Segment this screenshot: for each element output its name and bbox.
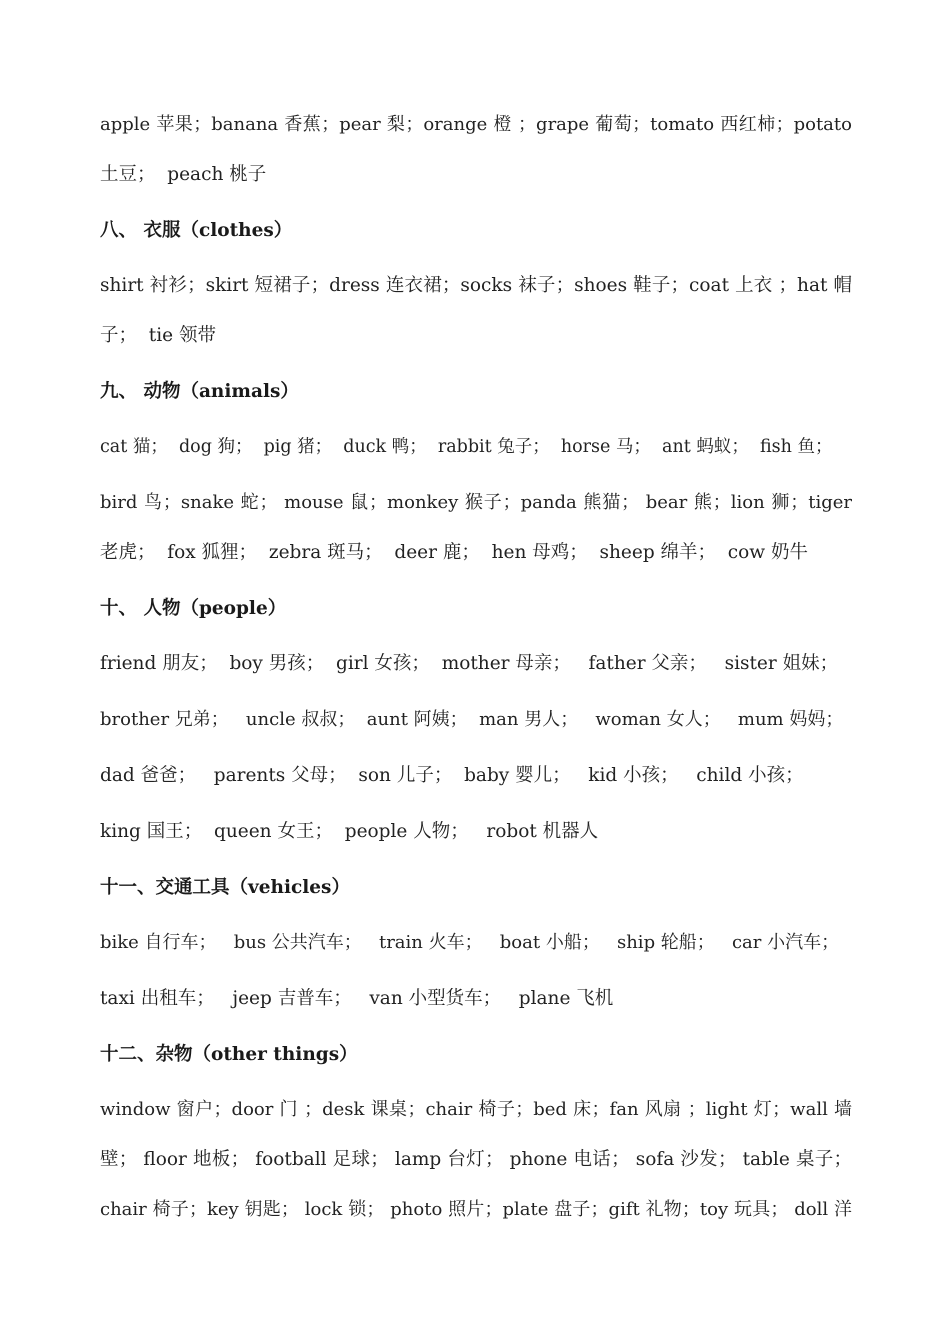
fruits-line-1: apple 苹果；banana 香蕉；pear 梨；orange 橙 ；grape 葡萄；tomato 西红柿；potato	[100, 114, 852, 135]
animals-line-1: cat 猫； dog 狗； pig 猪； duck 鸭； rabbit 兔子； horse 马； ant 蚂蚁； fish 鱼；	[100, 437, 833, 457]
people-line-4: king 国王； queen 女王； people 人物； robot 机器人	[100, 821, 599, 842]
section-heading-clothes: 八、 衣服（clothes）	[100, 220, 293, 241]
people-line-2: brother 兄弟； uncle 叔叔； aunt 阿姨； man 男人； woman 女人； mum 妈妈；	[100, 709, 844, 730]
vehicles-line-2: taxi 出租车； jeep 吉普车； van 小型货车； plane 飞机	[100, 988, 614, 1009]
other-line-2: 壁； floor 地板； football 足球； lamp 台灯； phone 电话； sofa 沙发； table 桌子；	[100, 1149, 852, 1170]
clothes-line-2: 子； tie 领带	[100, 325, 216, 346]
people-line-3: dad 爸爸； parents 父母； son 儿子； baby 婴儿； kid 小孩； child 小孩；	[100, 765, 804, 786]
other-line-1: window 窗户；door 门 ；desk 课桌；chair 椅子；bed 床；fan 风扇 ；light 灯；wall 墙	[100, 1099, 852, 1120]
section-heading-vehicles: 十一、交通工具（vehicles）	[100, 877, 350, 898]
section-heading-animals: 九、 动物（animals）	[100, 381, 299, 402]
people-line-1: friend 朋友； boy 男孩； girl 女孩； mother 母亲； father 父亲； sister 姐妹；	[100, 653, 839, 674]
animals-line-3: 老虎； fox 狐狸； zebra 斑马； deer 鹿； hen 母鸡； sheep 绵羊； cow 奶牛	[100, 542, 809, 563]
other-line-3: chair 椅子；key 钥匙； lock 锁； photo 照片；plate 盘子；gift 礼物；toy 玩具； doll 洋	[100, 1199, 852, 1220]
clothes-line-1: shirt 衬衫；skirt 短裙子；dress 连衣裙；socks 袜子；shoes 鞋子；coat 上衣 ；hat 帽	[100, 275, 852, 296]
section-heading-people: 十、 人物（people）	[100, 598, 287, 619]
fruits-line-2: 土豆； peach 桃子	[100, 164, 267, 185]
animals-line-2: bird 鸟；snake 蛇； mouse 鼠；monkey 猴子；panda 熊猫； bear 熊；lion 狮；tiger	[100, 492, 852, 513]
vehicles-line-1: bike 自行车； bus 公共汽车； train 火车； boat 小船； ship 轮船； car 小汽车；	[100, 932, 840, 953]
section-heading-other-things: 十二、杂物（other things）	[100, 1044, 358, 1065]
